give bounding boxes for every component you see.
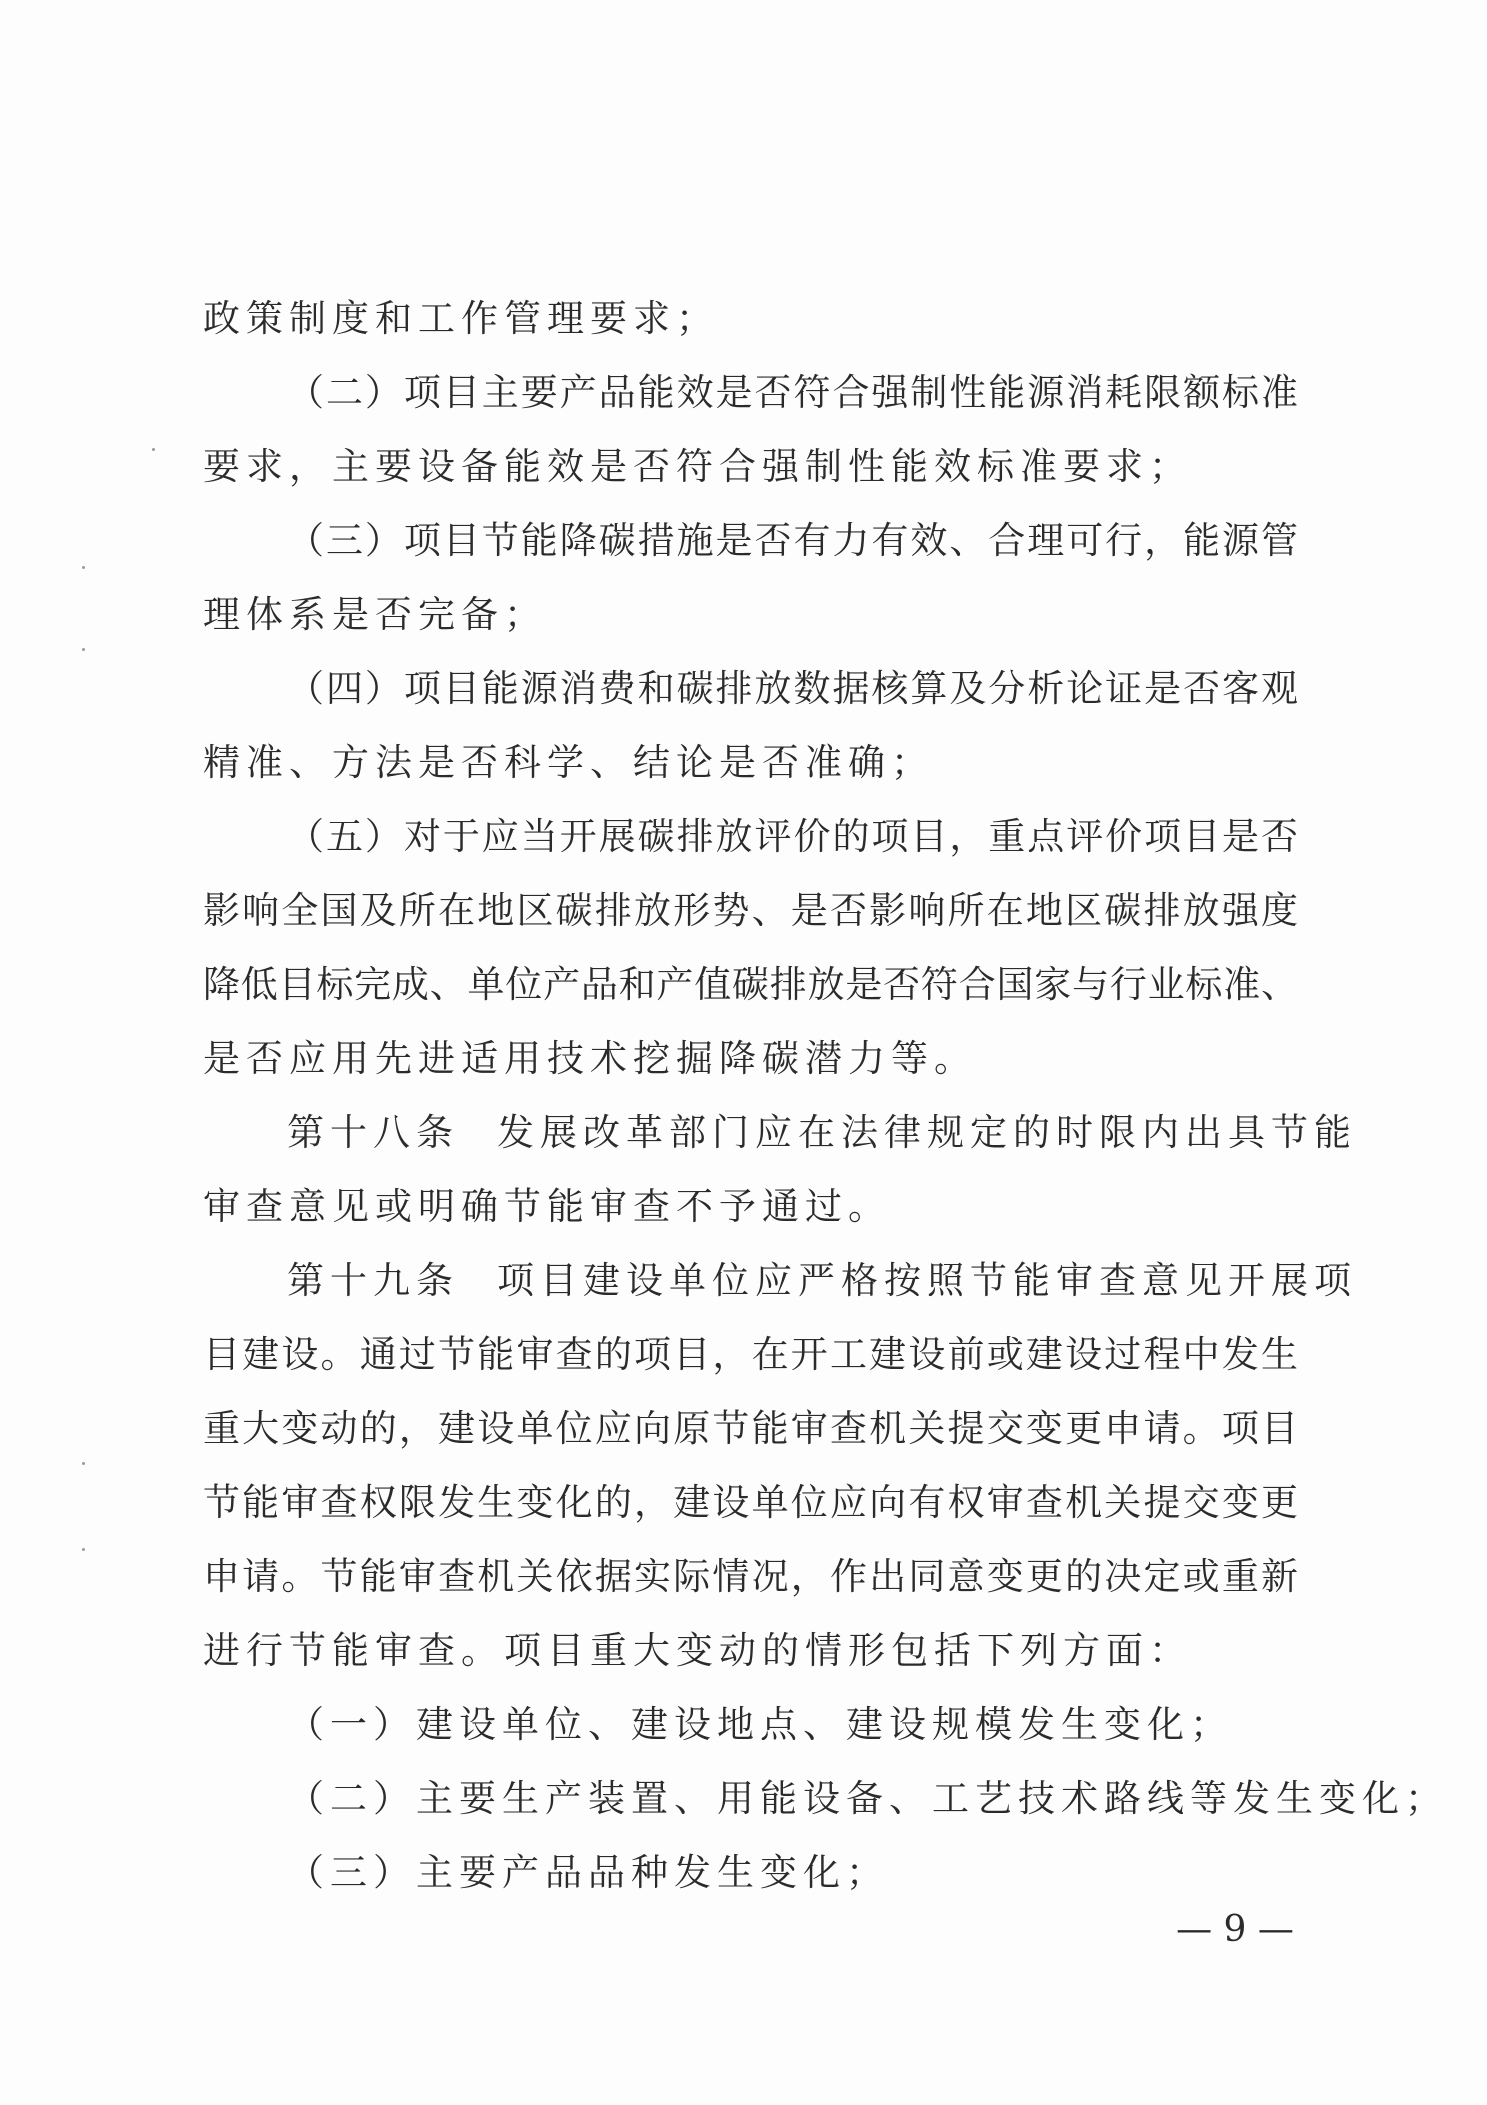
article-19-label: 第十九条 <box>287 1259 459 1302</box>
text-line: （五）对于应当开展碳排放评价的项目，重点评价项目是否 <box>287 815 1298 858</box>
scan-speck <box>82 1548 85 1551</box>
scan-speck <box>82 566 85 569</box>
article-18-first-line <box>203 1096 1357 1170</box>
text-line: （四）项目能源消费和碳排放数据核算及分析论证是否客观 <box>287 667 1298 710</box>
text-line: 是否应用先进适用技术挖掘降碳潜力等。 <box>203 1037 977 1080</box>
text-line: 精准、方法是否科学、结论是否准确； <box>203 741 934 784</box>
text-line: （三）项目节能降碳措施是否有力有效、合理可行，能源管 <box>287 519 1298 562</box>
text-line: （三）主要产品品种发生变化； <box>287 1851 889 1894</box>
scan-speck <box>82 648 85 651</box>
text-line: 审查意见或明确节能审查不予通过。 <box>203 1185 891 1228</box>
article-18-text: 发展改革部门应在法律规定的时限内出具节能 <box>497 1111 1357 1154</box>
scan-speck <box>152 448 155 451</box>
page-number: — 9 — <box>1176 1909 1294 1950</box>
text-line: 降低目标完成、单位产品和产值碳排放是否符合国家与行业标准、 <box>203 963 1298 1006</box>
text-line: 目建设。通过节能审查的项目，在开工建设前或建设过程中发生 <box>203 1333 1298 1376</box>
article-19-text: 项目建设单位应严格按照节能审查意见开展项 <box>497 1259 1357 1302</box>
text-line: （二）主要生产装置、用能设备、工艺技术路线等发生变化； <box>287 1777 1448 1820</box>
text-line: 政策制度和工作管理要求； <box>203 297 719 340</box>
text-line: 理体系是否完备； <box>203 593 547 636</box>
text-line: 节能审查权限发生变化的，建设单位应向有权审查机关提交变更 <box>203 1481 1298 1524</box>
scan-speck <box>82 1462 85 1465</box>
text-line: 进行节能审查。项目重大变动的情形包括下列方面： <box>203 1629 1192 1672</box>
article-19-first-line <box>203 1244 1357 1318</box>
text-line: 重大变动的，建设单位应向原节能审查机关提交变更申请。项目 <box>203 1407 1298 1450</box>
article-18-label: 第十八条 <box>287 1111 459 1154</box>
text-line: 影响全国及所在地区碳排放形势、是否影响所在地区碳排放强度 <box>203 889 1298 932</box>
text-line: （一）建设单位、建设地点、建设规模发生变化； <box>287 1703 1233 1746</box>
text-line: 要求，主要设备能效是否符合强制性能效标准要求； <box>203 445 1192 488</box>
text-line: （二）项目主要产品能效是否符合强制性能源消耗限额标准 <box>287 371 1298 414</box>
body-text <box>203 282 1448 1910</box>
text-line: 申请。节能审查机关依据实际情况，作出同意变更的决定或重新 <box>203 1555 1298 1598</box>
